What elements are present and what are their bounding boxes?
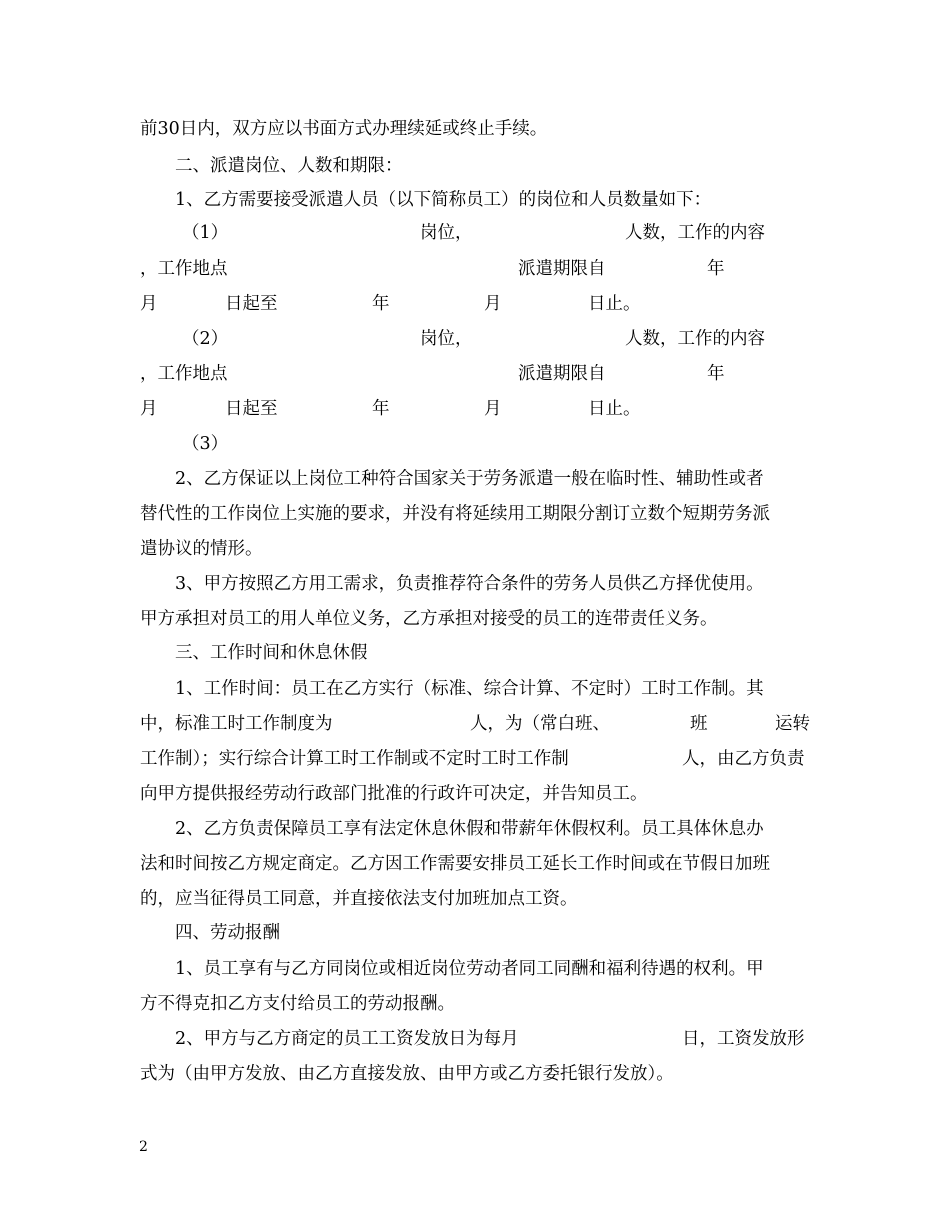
text-fragment: ，工作地点 [140,259,228,279]
section-heading: 四、劳动报酬 [175,923,280,943]
section-heading: 三、工作时间和休息休假 [175,643,368,663]
text-fragment: 班 [690,714,708,734]
text-fragment: 日止。 [588,399,641,419]
text-fragment: 运转 [775,714,810,734]
text-fragment: 日，工资发放形 [682,1029,805,1049]
text-fragment: 日止。 [588,294,641,314]
page-number: 2 [139,1139,148,1155]
text-line: 遣协议的情形。 [140,539,263,559]
text-line: 的，应当征得员工同意，并直接依法支付加班加点工资。 [140,889,578,909]
text-fragment: 日起至 [225,399,278,419]
text-line: 前30日内，双方应以书面方式办理续延或终止手续。 [140,119,548,139]
text-fragment: 年 [707,259,725,279]
text-fragment: 年 [372,399,390,419]
text-fragment: 月 [484,399,502,419]
section-heading: 二、派遣岗位、人数和期限： [175,156,403,176]
text-line: 向甲方提供报经劳动行政部门批准的行政许可决定，并告知员工。 [140,784,648,804]
text-fragment: 月 [484,294,502,314]
text-fragment: 日起至 [225,294,278,314]
text-fragment: 年 [707,364,725,384]
text-fragment: 2、甲方与乙方商定的员工工资发放日为每月 [175,1029,519,1049]
text-fragment: 人数，工作的内容 [625,329,765,349]
text-fragment: 月 [140,294,158,314]
text-line: 2、乙方保证以上岗位工种符合国家关于劳务派遣一般在临时性、辅助性或者 [175,469,764,489]
text-line: 替代性的工作岗位上实施的要求，并没有将延续用工期限分割订立数个短期劳务派 [140,504,770,524]
text-fragment: 工作制）；实行综合计算工时工作制或不定时工时工作制 [140,749,569,769]
text-line: 2、乙方负责保障员工享有法定休息休假和带薪年休假权利。员工具体休息办 [175,819,764,839]
text-fragment: 中，标准工时工作制度为 [140,714,333,734]
text-line: 1、员工享有与乙方同岗位或相近岗位劳动者同工同酬和福利待遇的权利。甲 [175,959,764,979]
text-fragment: 派遣期限自 [518,364,606,384]
text-line: 1、工作时间：员工在乙方实行（标准、综合计算、不定时）工时工作制。其 [175,679,764,699]
text-fragment: （2） [182,329,229,349]
text-fragment: 年 [372,294,390,314]
text-fragment: 月 [140,399,158,419]
text-fragment: 岗位， [420,329,473,349]
text-line: 3、甲方按照乙方用工需求，负责推荐符合条件的劳务人员供乙方择优使用。 [175,574,764,594]
text-fragment: 岗位， [420,223,473,243]
text-fragment: （1） [182,223,229,243]
text-fragment: ，工作地点 [140,364,228,384]
text-line: 式为（由甲方发放、由乙方直接发放、由甲方或乙方委托银行发放）。 [140,1064,674,1084]
text-line: 1、乙方需要接受派遣人员（以下简称员工）的岗位和人员数量如下： [175,190,712,210]
text-line: 法和时间按乙方规定商定。乙方因工作需要安排员工延长工作时间或在节假日加班 [140,854,770,874]
text-line: 方不得克扣乙方支付给员工的劳动报酬。 [140,994,455,1014]
text-fragment: 派遣期限自 [518,259,606,279]
text-fragment: （3） [182,434,229,454]
text-fragment: 人，由乙方负责 [682,749,805,769]
text-line: 甲方承担对员工的用人单位义务，乙方承担对接受的员工的连带责任义务。 [140,609,718,629]
text-fragment: 人数，工作的内容 [625,223,765,243]
text-fragment: 人，为（常白班、 [470,714,610,734]
